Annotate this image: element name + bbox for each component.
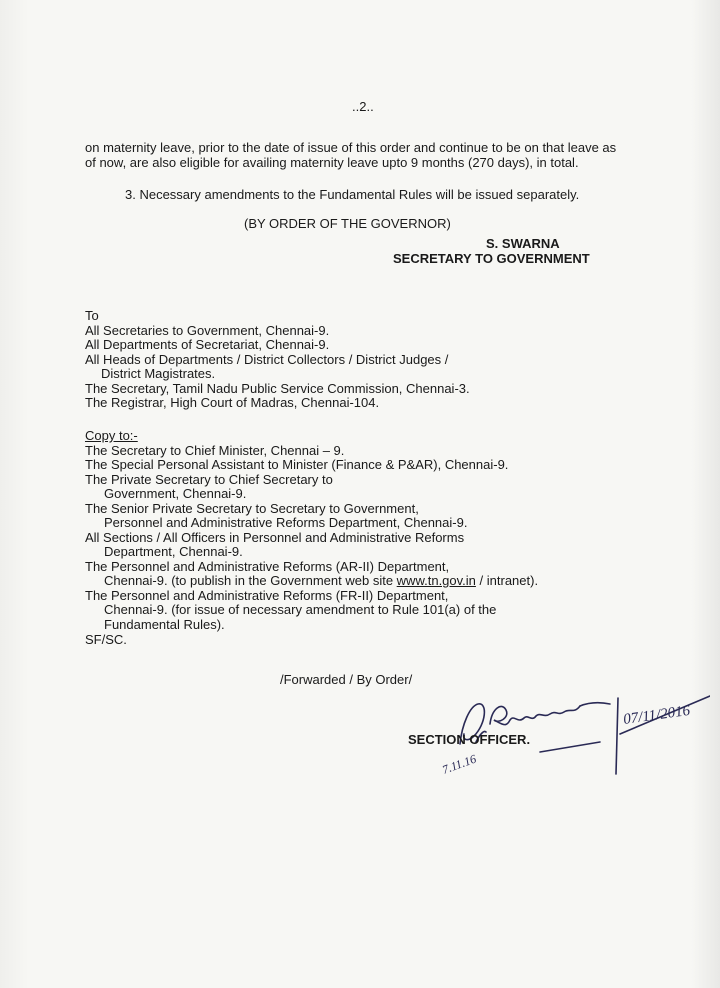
copy-recipient: The Personnel and Administrative Reforms (AR-II) Department, (85, 559, 450, 574)
recipient: All Departments of Secretariat, Chennai-9. (85, 337, 330, 352)
copy-recipient: The Senior Private Secretary to Secretary to Government, (85, 501, 419, 516)
copy-recipient-text: Chennai-9. (to publish in the Government web site (104, 573, 397, 588)
copy-recipient (104, 574, 538, 588)
website-link[interactable]: www.tn.gov.in (396, 573, 476, 588)
copy-recipient: The Personnel and Administrative Reforms (FR-II) Department, (85, 588, 449, 603)
paragraph-line: of now, are also eligible for availing maternity leave upto 9 months (270 days), in total. (85, 155, 579, 170)
paragraph-3: 3. Necessary amendments to the Fundamental Rules will be issued separately. (125, 187, 580, 202)
paragraph-line: on maternity leave, prior to the date of issue of this order and continue to be on that leave as (85, 140, 617, 155)
copy-recipient: Department, Chennai-9. (104, 544, 243, 559)
copy-recipient: All Sections / All Officers in Personnel and Administrative Reforms (85, 530, 465, 545)
copy-recipient: The Private Secretary to Chief Secretary to (85, 472, 333, 487)
copy-recipient: The Special Personal Assistant to Minister (Finance & P&AR), Chennai-9. (85, 457, 509, 472)
copy-recipient-text: / intranet). (475, 573, 539, 588)
copy-recipient: The Secretary to Chief Minister, Chennai – 9. (85, 443, 345, 458)
recipient: District Magistrates. (101, 366, 216, 381)
copy-recipient: Government, Chennai-9. (104, 486, 247, 501)
by-order-of-governor: (BY ORDER OF THE GOVERNOR) (244, 216, 451, 231)
signature-date: 07/11/2016 (622, 702, 692, 728)
copy-recipient: Fundamental Rules). (104, 617, 225, 632)
copy-to-label: Copy to:- (85, 428, 138, 443)
recipient: The Registrar, High Court of Madras, Chennai-104. (85, 395, 380, 410)
forwarded-by-order: /Forwarded / By Order/ (280, 672, 413, 687)
copy-recipient: Personnel and Administrative Reforms Department, Chennai-9. (104, 515, 468, 530)
signatory-name: S. SWARNA (486, 236, 560, 251)
initial-date: 7.11.16 (440, 751, 479, 777)
signatory-title: SECRETARY TO GOVERNMENT (393, 251, 590, 266)
section-officer-title: SECTION OFFICER. (408, 732, 531, 747)
recipient: All Heads of Departments / District Collectors / District Judges / (85, 352, 449, 367)
copy-recipient: SF/SC. (85, 632, 127, 647)
copy-recipient: Chennai-9. (for issue of necessary amendment to Rule 101(a) of the (104, 602, 497, 617)
recipient: All Secretaries to Government, Chennai-9. (85, 323, 330, 338)
to-label: To (85, 308, 99, 323)
recipient: The Secretary, Tamil Nadu Public Service Commission, Chennai-3. (85, 381, 470, 396)
page-number: ..2.. (352, 99, 374, 114)
